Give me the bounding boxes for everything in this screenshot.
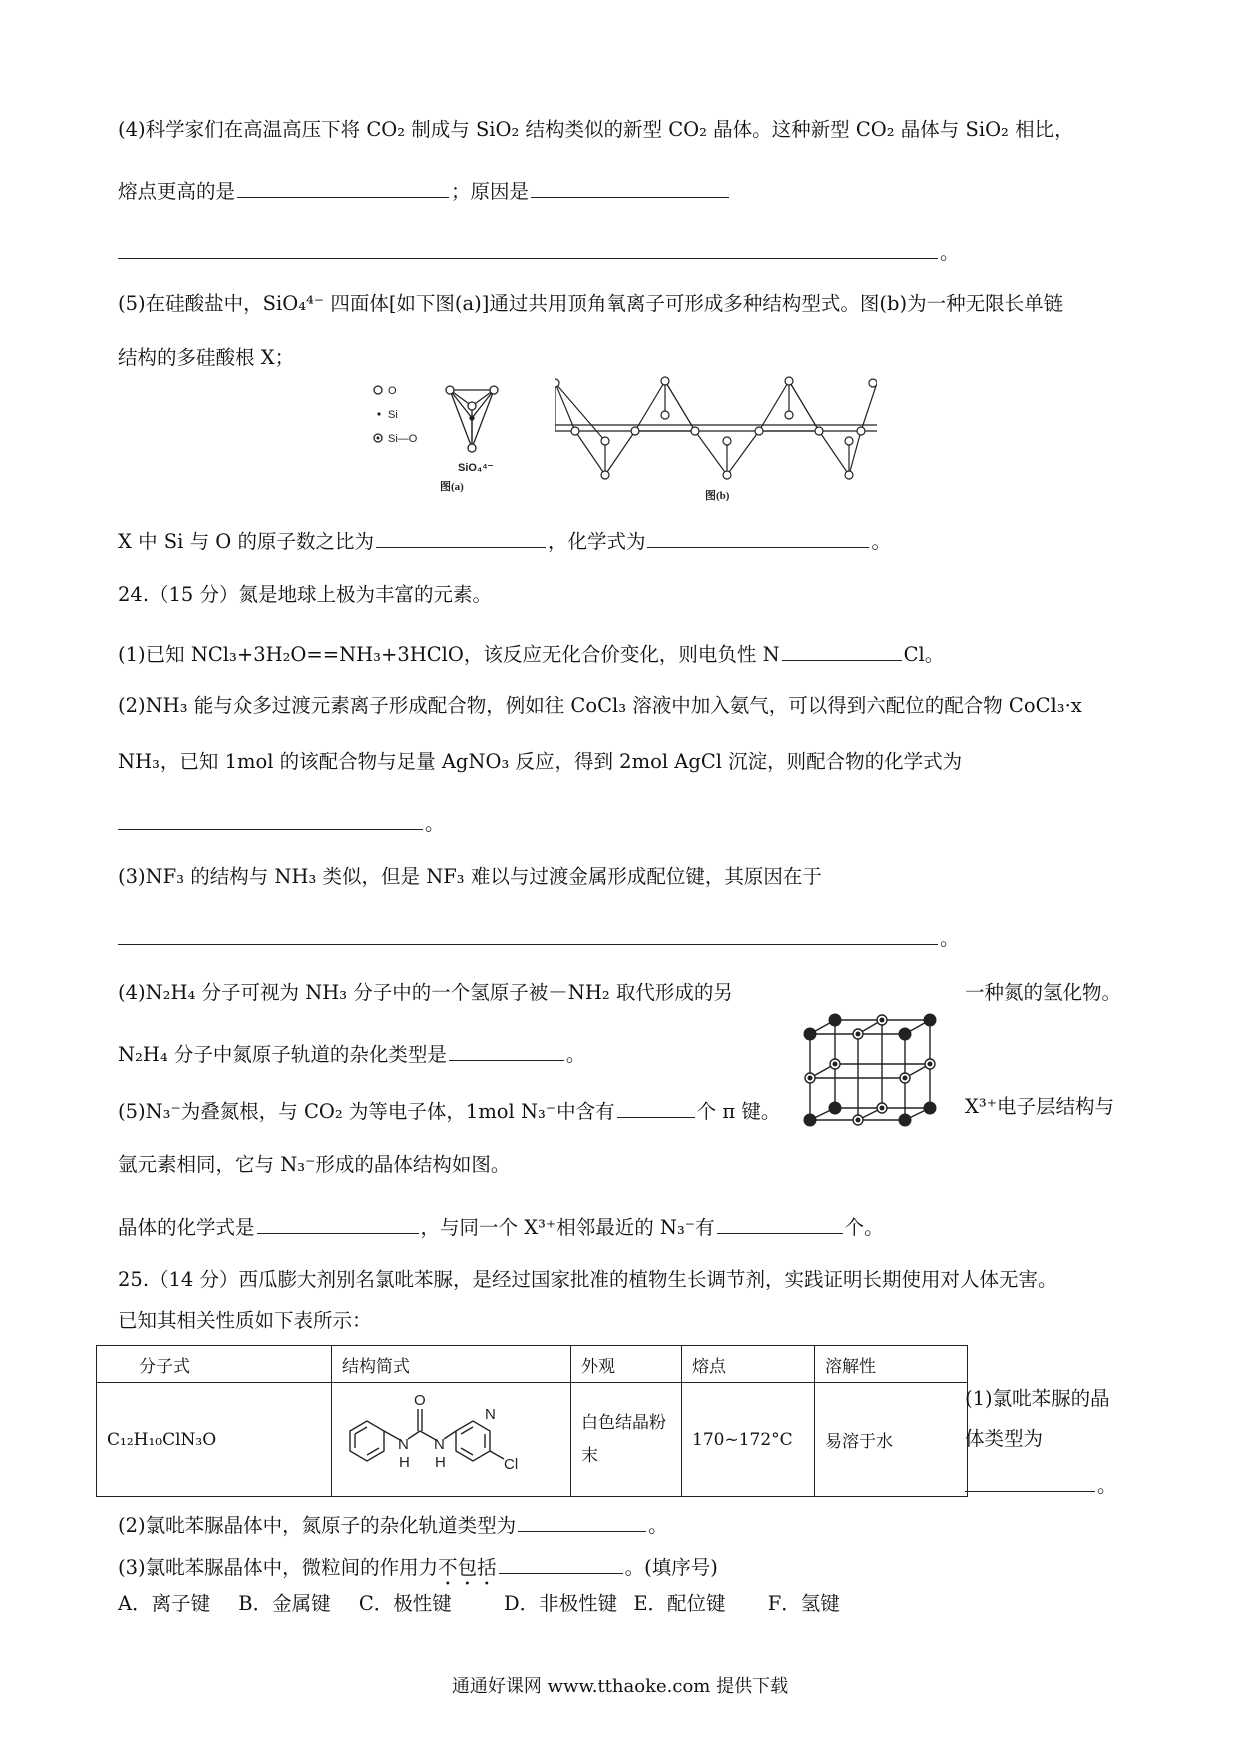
q24-p5-prompt: (5)N₃⁻为叠氮根，与 CO₂ 为等电子体，1mol N₃⁻中含有 — [118, 1100, 615, 1123]
q24-p5-prompt-b: ，与同一个 X³⁺相邻最近的 N₃⁻有 — [420, 1216, 715, 1239]
answer-blank[interactable] — [647, 527, 869, 548]
period: 。 — [565, 1043, 586, 1066]
period: 。 — [940, 927, 960, 950]
answer-blank[interactable] — [118, 809, 423, 830]
q25-title: 25.（14 分）西瓜膨大剂别名氯吡苯脲，是经过国家批准的植物生长调节剂，实践证明长期使用对人体无害。 — [118, 1268, 1058, 1291]
answer-blank[interactable] — [965, 1471, 1095, 1492]
q25-side-line3 — [965, 1470, 1117, 1498]
atom-label: Cl — [504, 1456, 519, 1473]
table-header: 结构简式 — [332, 1346, 571, 1383]
fig-a-formula: SiO₄⁴⁻ — [458, 462, 494, 474]
q23-p4-line1: (4)科学家们在高温高压下将 CO₂ 制成与 SiO₂ 结构类似的新型 CO₂ 晶体。这种新型 CO₂ 晶体与 SiO₂ 相比， — [118, 118, 1074, 141]
option-e[interactable]: E．配位键 — [633, 1592, 726, 1615]
fig-b-caption: 图(b) — [705, 490, 730, 502]
silicate-chain-figure — [555, 375, 877, 503]
q25-side-line2: 体类型为 — [965, 1427, 1044, 1450]
period: 。 — [648, 1514, 668, 1537]
q24-p2-line3 — [118, 809, 445, 834]
q24-p4-prompt: N₂H₄ 分子中氮原子轨道的杂化类型是 — [118, 1043, 447, 1066]
q25-intro: 已知其相关性质如下表所示： — [118, 1309, 372, 1332]
answer-blank[interactable] — [499, 1553, 623, 1574]
period: 。 — [940, 241, 960, 264]
q25-p2-prompt: (2)氯吡苯脲晶体中，氮原子的杂化轨道类型为 — [118, 1514, 517, 1537]
q24-p3-line1: (3)NF₃ 的结构与 NH₃ 类似，但是 NF₃ 难以与过渡金属形成配位键，其原因在于 — [118, 865, 822, 888]
q23-p5-prompt-b: ，化学式为 — [547, 530, 646, 553]
period: 。 — [425, 812, 445, 835]
option-c[interactable]: C．极性键 — [358, 1592, 452, 1615]
appearance-cell: 白色结晶粉末 — [571, 1383, 682, 1497]
q25-options — [118, 1594, 840, 1614]
answer-blank[interactable] — [118, 924, 938, 945]
q24-p1-prompt: (1)已知 NCl₃+3H₂O==NH₃+3HClO，该反应无化合价变化，则电负性 N — [118, 643, 780, 666]
atom-label: N — [485, 1406, 496, 1423]
option-b[interactable]: B．金属键 — [238, 1592, 331, 1615]
q24-p2-line1: (2)NH₃ 能与众多过渡元素离子形成配合物，例如往 CoCl₃ 溶液中加入氨气，可以得到六配位的配合物 CoCl₃·x — [118, 694, 1082, 717]
atom-label: H — [399, 1454, 410, 1471]
option-f[interactable]: F．氢键 — [767, 1592, 840, 1615]
answer-blank[interactable] — [449, 1040, 564, 1061]
period: 。 — [871, 530, 891, 553]
q25-p3-suffix: 。(填序号) — [624, 1556, 718, 1579]
q23-p5-prompt-a: X 中 Si 与 O 的原子数之比为 — [118, 530, 374, 553]
structure-cell — [332, 1383, 571, 1497]
q23-p5-line2: 结构的多硅酸根 X； — [118, 346, 295, 369]
answer-blank[interactable] — [376, 527, 546, 548]
q23-p4-line3 — [118, 238, 960, 263]
q24-p1 — [118, 640, 944, 665]
answer-blank[interactable] — [531, 177, 729, 198]
q24-p4-line1b: 一种氮的氢化物。 — [965, 981, 1122, 1004]
legend-o: O — [388, 385, 397, 397]
table-header: 分子式 — [97, 1346, 332, 1383]
q23-p4-line2 — [118, 177, 731, 202]
answer-blank[interactable] — [237, 177, 449, 198]
q24-p5-suffix: 个。 — [844, 1216, 884, 1239]
table-header: 熔点 — [682, 1346, 815, 1383]
period: 。 — [1097, 1474, 1117, 1497]
atom-label: N — [398, 1436, 409, 1453]
q24-p5-line3 — [118, 1213, 884, 1238]
table-header: 外观 — [571, 1346, 682, 1383]
q24-p5-line2: 氩元素相同，它与 N₃⁻形成的晶体结构如图。 — [118, 1153, 511, 1176]
q24-p4-line1a: (4)N₂H₄ 分子可视为 NH₃ 分子中的一个氢原子被－NH₂ 取代形成的另 — [118, 981, 733, 1004]
q24-p5-line1c: X³⁺电子层结构与 — [965, 1095, 1114, 1118]
crystal-structure-figure — [790, 990, 955, 1128]
q23-p5-question — [118, 527, 891, 552]
option-d[interactable]: D．非极性键 — [503, 1592, 618, 1615]
answer-blank[interactable] — [257, 1213, 419, 1234]
atom-label: H — [435, 1454, 446, 1471]
solubility-cell: 易溶于水 — [815, 1383, 968, 1497]
formula-cell: C₁₂H₁₀ClN₃O — [97, 1383, 332, 1497]
answer-blank[interactable] — [118, 238, 938, 259]
option-a[interactable]: A．离子键 — [118, 1592, 211, 1615]
answer-blank[interactable] — [717, 1213, 843, 1234]
q24-p1-suffix: Cl。 — [903, 643, 945, 666]
melting-point-cell: 170~172°C — [682, 1383, 815, 1497]
silicate-tetrahedron-figure — [370, 378, 510, 496]
legend-si-o: Si—O — [388, 433, 418, 445]
q24-p4-line2 — [118, 1040, 585, 1065]
q24-p3-line2 — [118, 924, 960, 949]
tetrahedron-icon — [446, 386, 498, 452]
table-row — [97, 1383, 968, 1497]
answer-blank[interactable] — [617, 1097, 695, 1118]
q25-p3-prompt: (3)氯吡苯脲晶体中，微粒间的作用力 — [118, 1556, 439, 1579]
atom-label: O — [414, 1392, 426, 1409]
answer-blank[interactable] — [518, 1511, 646, 1532]
atom-label: N — [434, 1436, 445, 1453]
legend-si: Si — [388, 409, 398, 421]
q24-p2-line2: NH₃，已知 1mol 的该配合物与足量 AgNO₃ 反应，得到 2mol AgCl 沉淀，则配合物的化学式为 — [118, 750, 963, 773]
q24-p5-line1a — [118, 1097, 780, 1122]
q23-p5-line1: (5)在硅酸盐中，SiO₄⁴⁻ 四面体[如下图(a)]通过共用顶角氧离子可形成多种结构型式。图(b)为一种无限长单链 — [118, 292, 1064, 315]
structure-formula-icon — [332, 1383, 570, 1491]
q24-p5-suffix: 个 π 键。 — [696, 1100, 781, 1123]
q23-p4-prompt-b: ；原因是 — [451, 180, 530, 203]
table-header: 溶解性 — [815, 1346, 968, 1383]
oxygen-legend-icon — [374, 386, 382, 394]
q25-p2 — [118, 1511, 668, 1536]
q25-p3-emphasis: 不包括 — [438, 1556, 497, 1579]
q23-p4-prompt-a: 熔点更高的是 — [118, 180, 236, 203]
properties-table — [96, 1345, 968, 1497]
q24-p5-prompt-a: 晶体的化学式是 — [118, 1216, 255, 1239]
answer-blank[interactable] — [782, 640, 902, 661]
q24-title: 24.（15 分）氮是地球上极为丰富的元素。 — [118, 583, 493, 606]
fig-a-caption: 图(a) — [440, 481, 464, 493]
silicon-legend-icon — [377, 412, 380, 415]
q25-p3 — [118, 1553, 718, 1590]
table-header-row — [97, 1346, 968, 1383]
q25-side-line1: (1)氯吡苯脲的晶 — [965, 1387, 1110, 1410]
page-footer: 通通好课网 www.tthaoke.com 提供下载 — [451, 1676, 789, 1697]
